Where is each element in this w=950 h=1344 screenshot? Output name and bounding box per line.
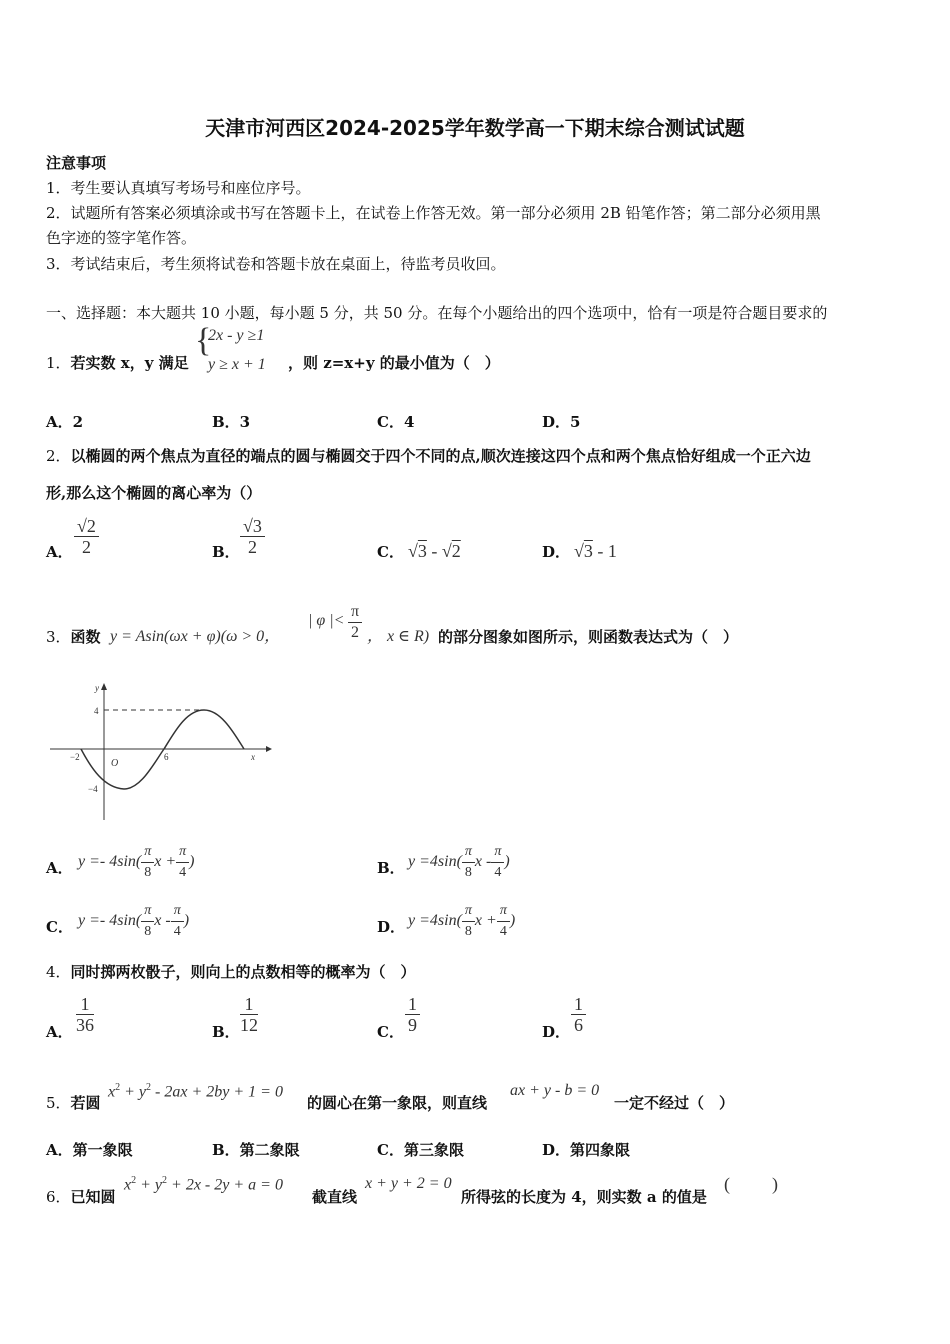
q3-d-eight: 8 [464, 924, 472, 939]
q6-circle-x: x [124, 1176, 132, 1194]
q6-post: 所得弦的长度为 4，则实数 a 的值是 [461, 1188, 707, 1206]
q6-pre: 已知圆 [70, 1188, 116, 1206]
q3-stem [46, 626, 101, 647]
q5-option-a[interactable]: A．第一象限 [46, 1141, 133, 1159]
page-title: 天津市河西区2024-2025学年数学高一下期末综合测试试题 [205, 116, 745, 140]
q3-option-d[interactable]: D． [377, 918, 406, 936]
q6-paren-close: ) [772, 1174, 778, 1194]
q6-number: 6． [46, 1188, 71, 1206]
q5-option-d[interactable]: D．第四象限 [542, 1141, 631, 1159]
notice-item-2-cont: 色字迹的签字笔作答。 [46, 229, 197, 247]
q3-d-end: ) [509, 912, 516, 930]
q3-a-end: ) [189, 853, 195, 871]
graph-tick-neg2: −2 [70, 752, 80, 762]
q2-a-fraction [74, 516, 99, 557]
q3-number: 3． [46, 628, 71, 646]
q3-pi-frac [348, 602, 362, 643]
q4-stem [46, 961, 416, 982]
q6-circle-eq [124, 1175, 283, 1194]
q4-option-d[interactable]: D． [542, 1023, 571, 1041]
q2-c-radicand-1: 3 [417, 541, 427, 561]
q4-option-a[interactable]: A． [46, 1023, 73, 1041]
q3-pre: 函数 [70, 628, 101, 646]
q5-stem [46, 1092, 101, 1113]
q4-b-den: 12 [240, 1015, 258, 1035]
q3-pi: π [348, 602, 362, 623]
q4-a-fraction [76, 994, 94, 1035]
q3-c-pre: y =- 4sin( [78, 912, 142, 930]
q6-sq-2: 2 [162, 1175, 168, 1186]
q5-option-c[interactable]: C．第三象限 [377, 1141, 464, 1159]
q3-xr: ， x ∈ R) [367, 628, 430, 645]
y-axis-arrow [101, 683, 107, 690]
q1-option-a[interactable]: A．2 [46, 413, 84, 431]
q3-expr: y = Asin(ωx + φ)(ω > 0， [110, 628, 281, 645]
q3-option-c[interactable]: C． [46, 918, 73, 936]
q4-number: 4． [46, 963, 71, 981]
q3-d-four: 4 [499, 924, 507, 939]
q2-a-num: √2 [74, 516, 99, 537]
q4-c-fraction [405, 994, 420, 1035]
q3-a-pi2: π [176, 842, 189, 863]
q3-abs: | φ |< [308, 612, 345, 629]
q2-number: 2． [46, 447, 71, 465]
q2-option-d[interactable]: D． [542, 543, 571, 561]
q3-d-pre: y =4sin( [408, 912, 462, 930]
q3-c-pi: π [141, 901, 154, 922]
notice-item-1: 1．考生要认真填写考场号和座位序号。 [46, 179, 311, 197]
notice-item-2: 2．试题所有答案必须填涂或书写在答题卡上，在试卷上作答无效。第一部分必须用 2B 铅笔作答；第二部分必须用黑 [46, 204, 821, 222]
q3-b-pre: y =4sin( [408, 853, 462, 871]
q3-a-pre: y =- 4sin( [78, 853, 142, 871]
q4-d-fraction [571, 994, 586, 1035]
q1-post: ，则 z=x+y 的最小值为（ ） [288, 354, 500, 372]
q1-stem [46, 352, 189, 373]
q2-b-fraction [240, 516, 265, 557]
graph-tick-neg4: −4 [88, 784, 98, 794]
q3-c-end: ) [183, 912, 190, 930]
q5-circle-y: + y [120, 1083, 147, 1101]
q3-c-expr [78, 901, 189, 942]
q3-d-pi: π [462, 901, 475, 922]
q2-b-den: 2 [247, 537, 257, 557]
q4-option-b[interactable]: B． [212, 1023, 240, 1041]
q3-c-mid: x - [154, 912, 171, 930]
q5-post: 一定不经过（ ） [614, 1094, 735, 1112]
x-axis-arrow [266, 746, 272, 752]
q2-d-rest: - 1 [592, 541, 617, 561]
q4-c-num: 1 [405, 994, 420, 1015]
q5-option-b[interactable]: B．第二象限 [212, 1141, 300, 1159]
q2-c-expr: √3 - √2 [408, 541, 461, 561]
q3-post: 的部分图象如图所示，则函数表达式为（ ） [438, 628, 739, 646]
q3-a-mid: x + [154, 853, 177, 871]
q3-option-a[interactable]: A． [46, 859, 73, 877]
q3-d-pi2: π [497, 901, 510, 922]
q4-option-c[interactable]: C． [377, 1023, 404, 1041]
q5-sq-2: 2 [146, 1082, 152, 1093]
q3-a-pi: π [141, 842, 154, 863]
notice-heading: 注意事项 [46, 154, 107, 172]
q2-option-c[interactable]: C． [377, 543, 404, 561]
q6-circle-y: + y [136, 1176, 163, 1194]
graph-origin: O [111, 758, 119, 769]
q6-paren-open: ( [724, 1174, 730, 1194]
section-heading: 一、选择题：本大题共 10 小题，每小题 5 分，共 50 分。在每个小题给出的四个选项中，恰有一项是符合题目要求的 [46, 304, 828, 322]
q3-c-eight: 8 [144, 924, 152, 939]
q3-sine-graph [46, 678, 276, 823]
graph-tick-6: 6 [164, 752, 169, 762]
q1-pre: 若实数 x，y 满足 [70, 354, 189, 372]
q4-d-num: 1 [571, 994, 586, 1015]
q5-mid: 的圆心在第一象限，则直线 [307, 1094, 488, 1112]
q1-option-c[interactable]: C．4 [377, 413, 415, 431]
q3-b-four: 4 [494, 865, 502, 880]
q5-line-eq: ax + y - b = 0 [510, 1082, 600, 1099]
q3-a-expr [78, 842, 195, 883]
q3-a-four: 4 [179, 865, 187, 880]
q3-b-pi: π [462, 842, 475, 863]
graph-y-label: y [95, 683, 99, 693]
q5-circle-rest: - 2ax + 2by + 1 = 0 [151, 1083, 283, 1101]
q1-constraint-1: 2x - y ≥1 [208, 327, 265, 344]
q1-option-b[interactable]: B．3 [212, 413, 251, 431]
q2-option-b[interactable]: B． [212, 543, 240, 561]
q3-b-pi2: π [491, 842, 504, 863]
q5-number: 5． [46, 1094, 71, 1112]
notice-item-3: 3．考试结束后，考生须将试卷和答题卡放在桌面上，待监考员收回。 [46, 255, 506, 273]
q4-text: 同时掷两枚骰子，则向上的点数相等的概率为（ ） [70, 963, 416, 981]
q4-a-num: 1 [76, 994, 94, 1015]
q2-stem-line2: 形,那么这个椭圆的离心率为（） [46, 484, 262, 502]
q2-c-minus: - [426, 541, 442, 561]
q3-two: 2 [351, 624, 360, 641]
graph-x-label: x [251, 752, 255, 762]
q3-option-b[interactable]: B． [377, 859, 405, 877]
q5-circle-eq [108, 1082, 283, 1101]
q2-b-num: √3 [240, 516, 265, 537]
q3-c-four: 4 [173, 924, 181, 939]
q3-d-expr [408, 901, 515, 942]
q3-c-pi2: π [171, 901, 184, 922]
q2-text-1: 以椭圆的两个焦点为直径的端点的圆与椭圆交于四个不同的点,顺次连接这四个点和两个焦点恰好组成一个正六边 [70, 447, 811, 465]
q1-option-d[interactable]: D．5 [542, 413, 581, 431]
q3-b-eight: 8 [464, 865, 472, 880]
q4-b-num: 1 [240, 994, 258, 1015]
q4-b-fraction [240, 994, 258, 1035]
q2-stem-line1 [46, 445, 811, 466]
q6-circle-rest: + 2x - 2y + a = 0 [167, 1176, 283, 1194]
q1-brace: { [195, 322, 212, 359]
q2-d-radicand: 3 [583, 541, 593, 561]
q6-line-eq: x + y + 2 = 0 [365, 1175, 452, 1192]
q1-number: 1． [46, 354, 71, 372]
q3-b-mid: x - [474, 853, 492, 871]
q4-c-den: 9 [408, 1015, 417, 1035]
q2-c-radicand-2: 2 [451, 541, 461, 561]
q4-a-den: 36 [76, 1015, 94, 1035]
q3-b-end: ) [504, 853, 510, 871]
q6-sq-1: 2 [131, 1175, 137, 1186]
q3-a-eight: 8 [144, 865, 152, 880]
q2-d-expr: √3 - 1 [574, 541, 617, 561]
q2-option-a[interactable]: A． [46, 543, 73, 561]
q3-b-expr [408, 842, 510, 883]
q3-d-mid: x + [474, 912, 497, 930]
q6-stem [46, 1186, 116, 1207]
q4-d-den: 6 [574, 1015, 583, 1035]
q5-sq-1: 2 [115, 1082, 121, 1093]
q1-constraint-2: y ≥ x + 1 [208, 356, 266, 373]
q5-pre: 若圆 [70, 1094, 101, 1112]
q5-circle-x: x [108, 1083, 116, 1101]
q6-mid: 截直线 [312, 1188, 358, 1206]
q2-a-den: 2 [81, 537, 91, 557]
graph-tick-4: 4 [94, 706, 99, 716]
